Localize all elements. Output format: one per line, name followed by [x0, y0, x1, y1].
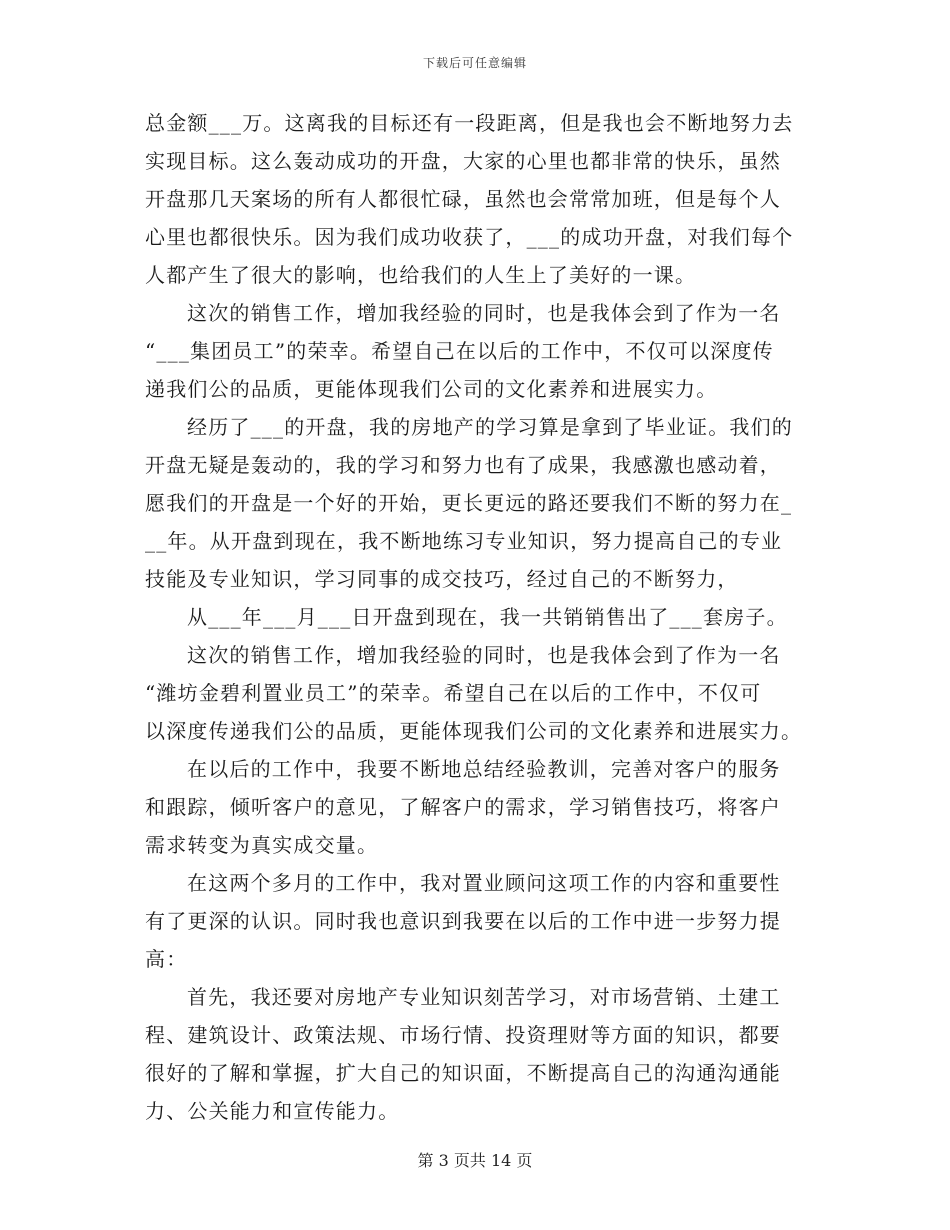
text-line: 总金额___万。这离我的目标还有一段距离，但是我也会不断地努力去: [145, 111, 794, 135]
document-body: [145, 104, 805, 1130]
text-line: 力、公关能力和宣传能力。: [145, 1099, 400, 1123]
text-line: 愿我们的开盘是一个好的开始，更长更远的路还要我们不断的努力在_: [145, 491, 793, 515]
text-line: 有了更深的认识。同时我也意识到我要在以后的工作中进一步努力提: [145, 909, 781, 933]
page-number: 第 3 页共 14 页: [417, 1151, 533, 1170]
text-line: 技能及专业知识，学习同事的成交技巧，经过自己的不断努力，: [145, 567, 739, 591]
page-header: 下载后可任意编辑: [422, 56, 527, 70]
text-line: 实现目标。这么轰动成功的开盘，大家的心里也都非常的快乐，虽然: [145, 149, 781, 173]
text-line: “潍坊金碧利置业员工”的荣幸。希望自己在以后的工作中，不仅可: [145, 681, 762, 705]
text-line: 高：: [145, 947, 188, 971]
text-line: 以深度传递我们公的品质，更能体现我们公司的文化素养和进展实力。: [145, 719, 803, 743]
text-line: 经历了___的开盘，我的房地产的学习算是拿到了毕业证。我们的: [187, 415, 793, 439]
text-line: 在这两个多月的工作中，我对置业顾问这项工作的内容和重要性: [187, 871, 781, 895]
text-line: 这次的销售工作，增加我经验的同时，也是我体会到了作为一名: [187, 301, 781, 325]
text-line: 递我们公的品质，更能体现我们公司的文化素养和进展实力。: [145, 377, 718, 401]
text-line: 心里也都很快乐。因为我们成功收获了，___的成功开盘，对我们每个: [145, 225, 794, 249]
text-line: 这次的销售工作，增加我经验的同时，也是我体会到了作为一名: [187, 643, 781, 667]
text-line: 开盘那几天案场的所有人都很忙碌，虽然也会常常加班，但是每个人: [145, 187, 781, 211]
text-line: 在以后的工作中，我要不断地总结经验教训，完善对客户的服务: [187, 757, 781, 781]
text-line: 首先，我还要对房地产专业知识刻苦学习，对市场营销、土建工: [187, 985, 781, 1009]
text-line: 和跟踪，倾听客户的意见，了解客户的需求，学习销售技巧，将客户: [145, 795, 781, 819]
text-line: 人都产生了很大的影响，也给我们的人生上了美好的一课。: [145, 263, 697, 287]
text-line: 程、建筑设计、政策法规、市场行情、投资理财等方面的知识，都要: [145, 1023, 781, 1047]
text-line: 很好的了解和掌握，扩大自己的知识面，不断提高自己的沟通沟通能: [145, 1061, 781, 1085]
text-line: 开盘无疑是轰动的，我的学习和努力也有了成果，我感激也感动着，: [145, 453, 781, 477]
text-line: 从___年___月___日开盘到现在，我一共销销售出了___套房子。: [187, 605, 788, 629]
text-line: __年。从开盘到现在，我不断地练习专业知识，努力提高自己的专业: [145, 529, 783, 553]
text-line: “___集团员工”的荣幸。希望自己在以后的工作中，不仅可以深度传: [145, 339, 774, 363]
text-line: 需求转变为真实成交量。: [145, 833, 379, 857]
